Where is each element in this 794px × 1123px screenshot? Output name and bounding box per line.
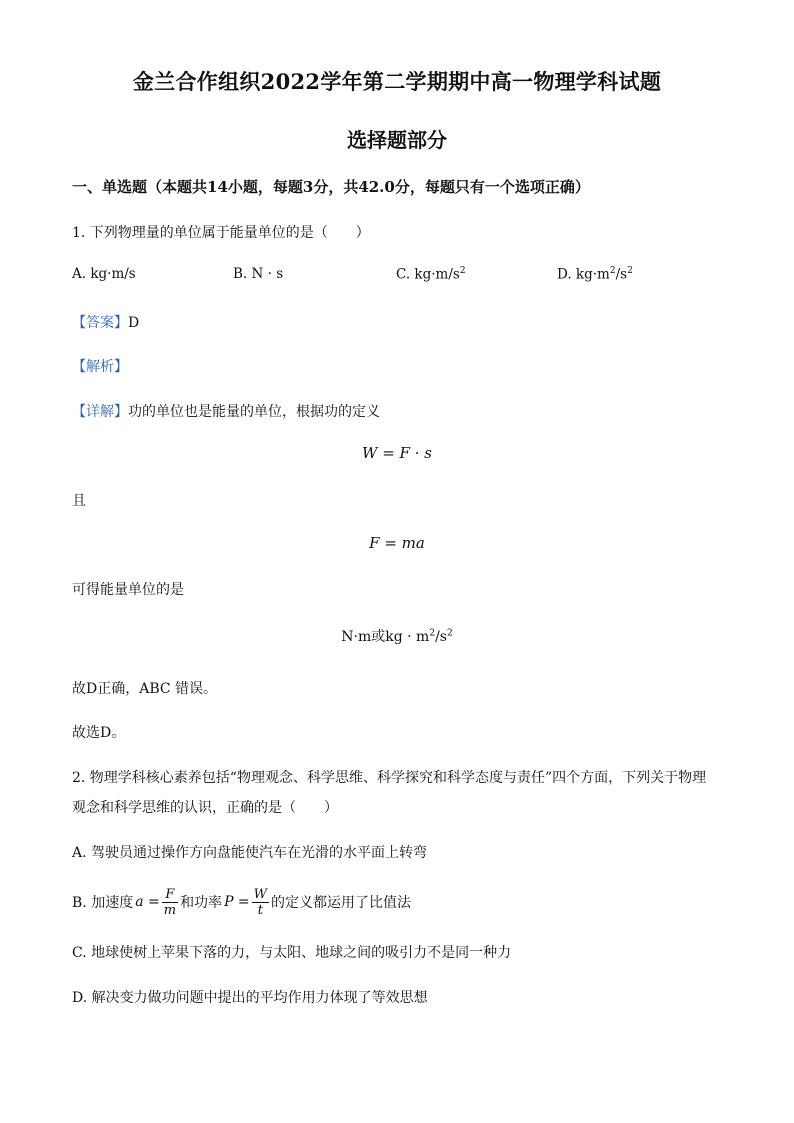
part-title: 选择题部分 <box>347 128 447 152</box>
q1-option-c <box>396 266 466 283</box>
q1-option-c-base: C. kg·m/s <box>396 266 460 283</box>
fraction-f-numerator: F <box>162 887 178 903</box>
result-text: 可得能量单位的是 <box>72 582 184 598</box>
fraction-w-numerator: W <box>253 886 268 902</box>
equation-work: W = F · s <box>362 444 432 462</box>
energy-units-a: N·m或kg · m <box>341 629 430 645</box>
q1-detail <box>72 401 380 421</box>
q1-stem: 1. 下列物理量的单位属于能量单位的是（ ） <box>72 225 370 241</box>
q2-option-a: A. 驾驶员通过操作方向盘能使汽车在光滑的水平面上转弯 <box>72 845 428 861</box>
q1-option-a: A. kg·m/s <box>72 266 136 282</box>
answer-value: D <box>128 315 140 331</box>
energy-units-b: /s <box>435 629 447 645</box>
energy-units-sup1: 2 <box>429 628 436 639</box>
q1-option-d-sup2: 2 <box>627 266 633 276</box>
section-heading: 一、单选题（本题共14小题，每题3分，共42.0分，每题只有一个选项正确） <box>72 178 590 196</box>
analysis-tag: 【解析】 <box>72 359 128 375</box>
q1-option-c-sup: 2 <box>459 266 466 276</box>
q2-stem-line1: 2. 物理学科核心素养包括“物理观念、科学思维、科学探究和科学态度与责任”四个方面，下列关于物理 <box>72 770 707 786</box>
q1-option-d-mid: /s <box>615 266 628 283</box>
detail-text: 功的单位也是能量的单位，根据功的定义 <box>128 404 380 420</box>
q2-option-b-suffix: 的定义都运用了比值法 <box>271 895 412 911</box>
fraction-m-denominator: m <box>163 902 177 918</box>
q2-option-d: D. 解决变力做功问题中提出的平均作用力体现了等效思想 <box>72 990 428 1006</box>
q1-option-d <box>557 266 633 283</box>
energy-units <box>0 626 794 646</box>
fraction-w-over-t <box>252 887 269 918</box>
q2-stem-line2: 观念和科学思维的认识，正确的是（ ） <box>72 800 338 816</box>
answer-tag: 【答案】 <box>72 315 128 331</box>
q2-option-b-p: P = <box>224 894 250 910</box>
conclusion: 故D正确，ABC 错误。 <box>72 681 218 697</box>
q1-option-d-base: D. kg·m <box>557 266 610 283</box>
choose-answer: 故选D。 <box>72 725 126 741</box>
fraction-f-over-m <box>162 887 178 918</box>
equation-force: F = ma <box>369 534 425 552</box>
fraction-t-denominator: t <box>257 902 263 918</box>
q1-answer <box>72 312 139 332</box>
q2-option-c: C. 地球使树上苹果下落的力，与太阳、地球之间的吸引力不是同一种力 <box>72 945 512 961</box>
q2-option-b-a: a = <box>135 894 160 910</box>
q2-option-b-mid: 和功率 <box>180 895 223 911</box>
q2-option-b <box>72 882 411 922</box>
q2-option-b-prefix: B. 加速度 <box>72 895 134 911</box>
q1-option-d-sup1: 2 <box>609 266 616 276</box>
energy-units-sup2: 2 <box>446 628 453 639</box>
q1-option-b: B. N · s <box>233 266 284 282</box>
conjunction: 且 <box>72 493 86 509</box>
exam-title: 金兰合作组织2022学年第二学期期中高一物理学科试题 <box>132 69 662 94</box>
detail-tag: 【详解】 <box>72 404 128 420</box>
